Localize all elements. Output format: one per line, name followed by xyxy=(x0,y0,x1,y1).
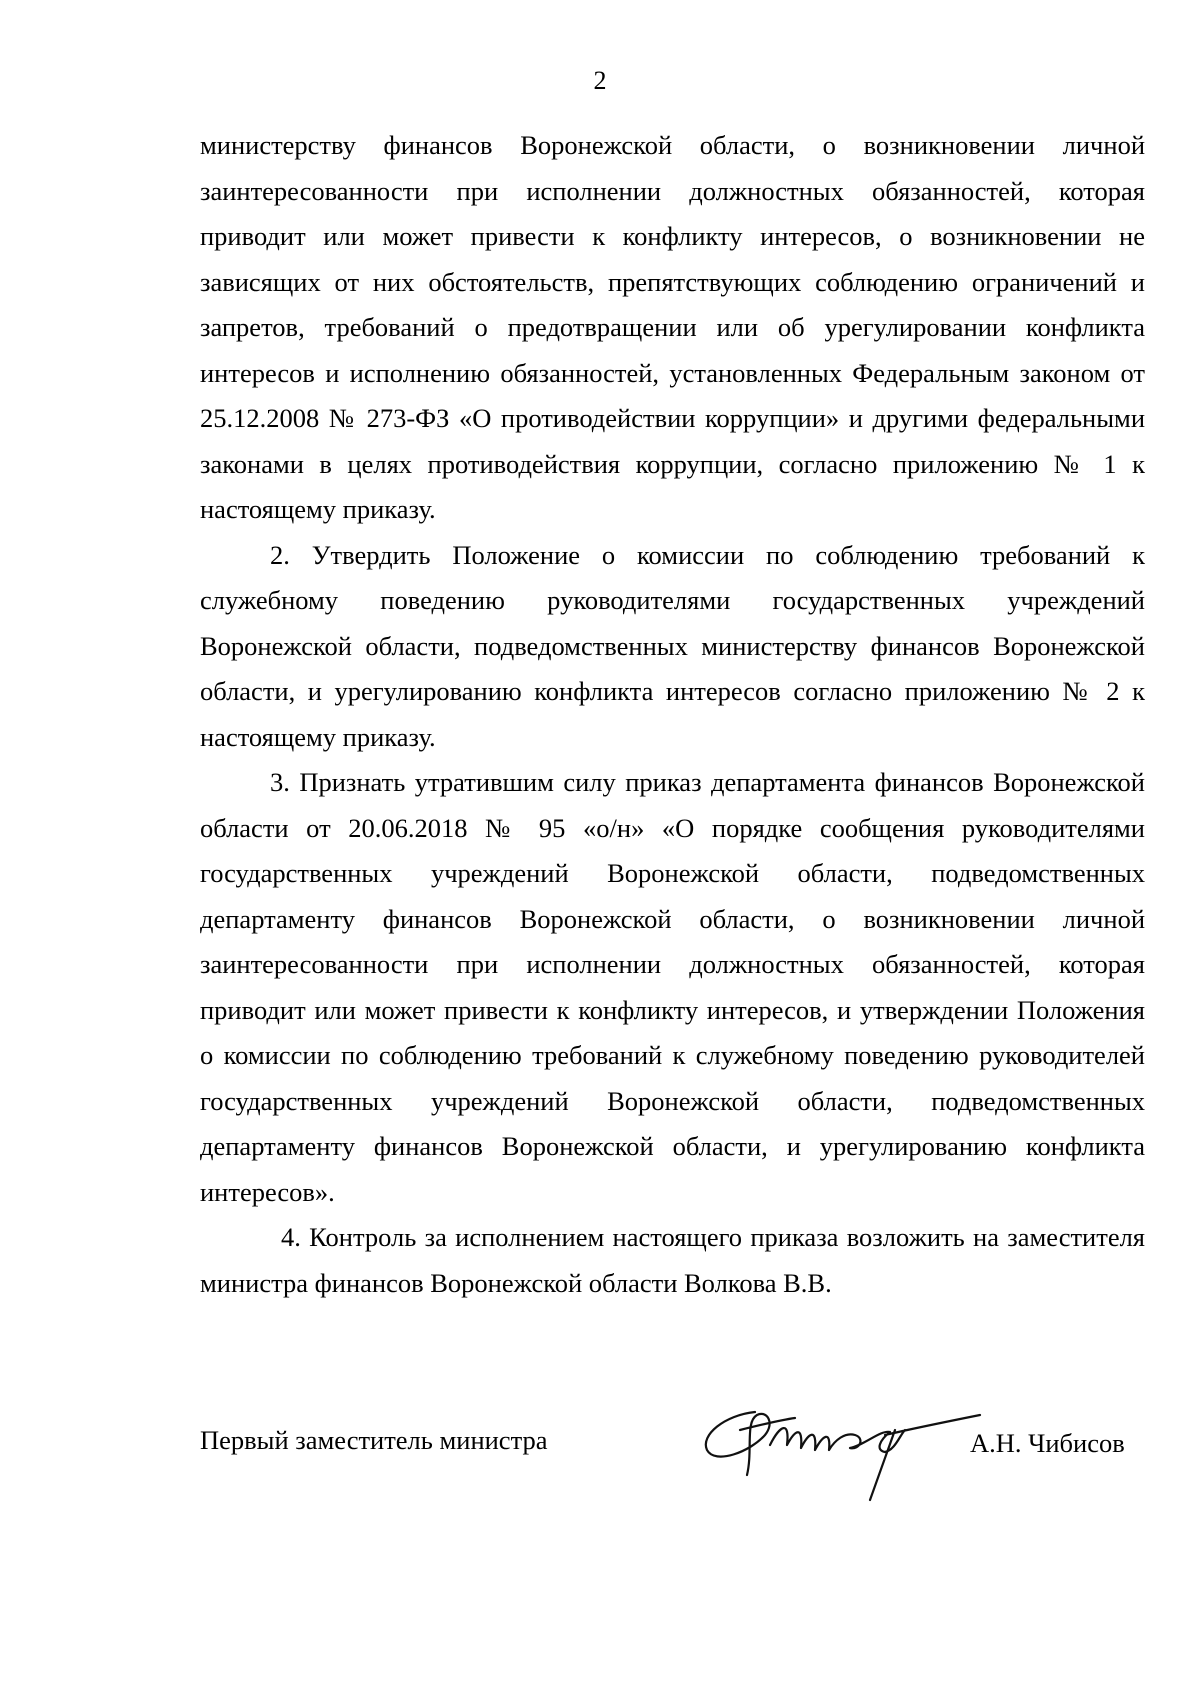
signatory-name: А.Н. Чибисов xyxy=(970,1428,1125,1458)
paragraph-3: 3. Признать утратившим силу приказ департамента финансов Воронежской области от 20.06.2018 № 95 «о/н» «О порядке сообщения руководителями государственных учреждений Воронежской области, подведомственных департаменту финансов Воронежской области, о возникновении личной заинтересованности при исполнении должностных обязанностей, которая приводит или может привести к конфликту интересов, и утверждении Положения о комиссии по соблюдению требований к служебному поведению руководителей государственных учреждений Воронежской области, подведомственных департаменту финансов Воронежской области, и урегулированию конфликта интересов». xyxy=(200,767,1145,1207)
handwritten-signature xyxy=(695,1390,985,1515)
paragraph-1-continuation: министерству финансов Воронежской области, о возникновении личной заинтересованности при исполнении должностных обязанностей, которая приводит или может привести к конфликту интересов, о возникновении не зависящих от них обстоятельств, препятствующих соблюдению ограничений и запретов, требований о предотвращении или об урегулировании конфликта интересов и исполнению обязанностей, установленных Федеральным законом от 25.12.2008 № 273-ФЗ «О противодействии коррупции» и другими федеральными законами в целях противодействия коррупции, согласно приложению № 1 к настоящему приказу. xyxy=(200,130,1145,524)
paragraph-4: 4. Контроль за исполнением настоящего приказа возложить на заместителя министра финансов Воронежской области Волкова В.В. xyxy=(200,1222,1145,1298)
page-number: 2 xyxy=(593,66,607,95)
document-body xyxy=(200,123,1145,1306)
signatory-title: Первый заместитель министра xyxy=(200,1425,548,1455)
paragraph-2: 2. Утвердить Положение о комиссии по соблюдению требований к служебному поведению руководителями государственных учреждений Воронежской области, подведомственных министерству финансов Воронежской области, и урегулированию конфликта интересов согласно приложению № 2 к настоящему приказу. xyxy=(200,539,1145,752)
signature-block xyxy=(200,1390,1145,1510)
